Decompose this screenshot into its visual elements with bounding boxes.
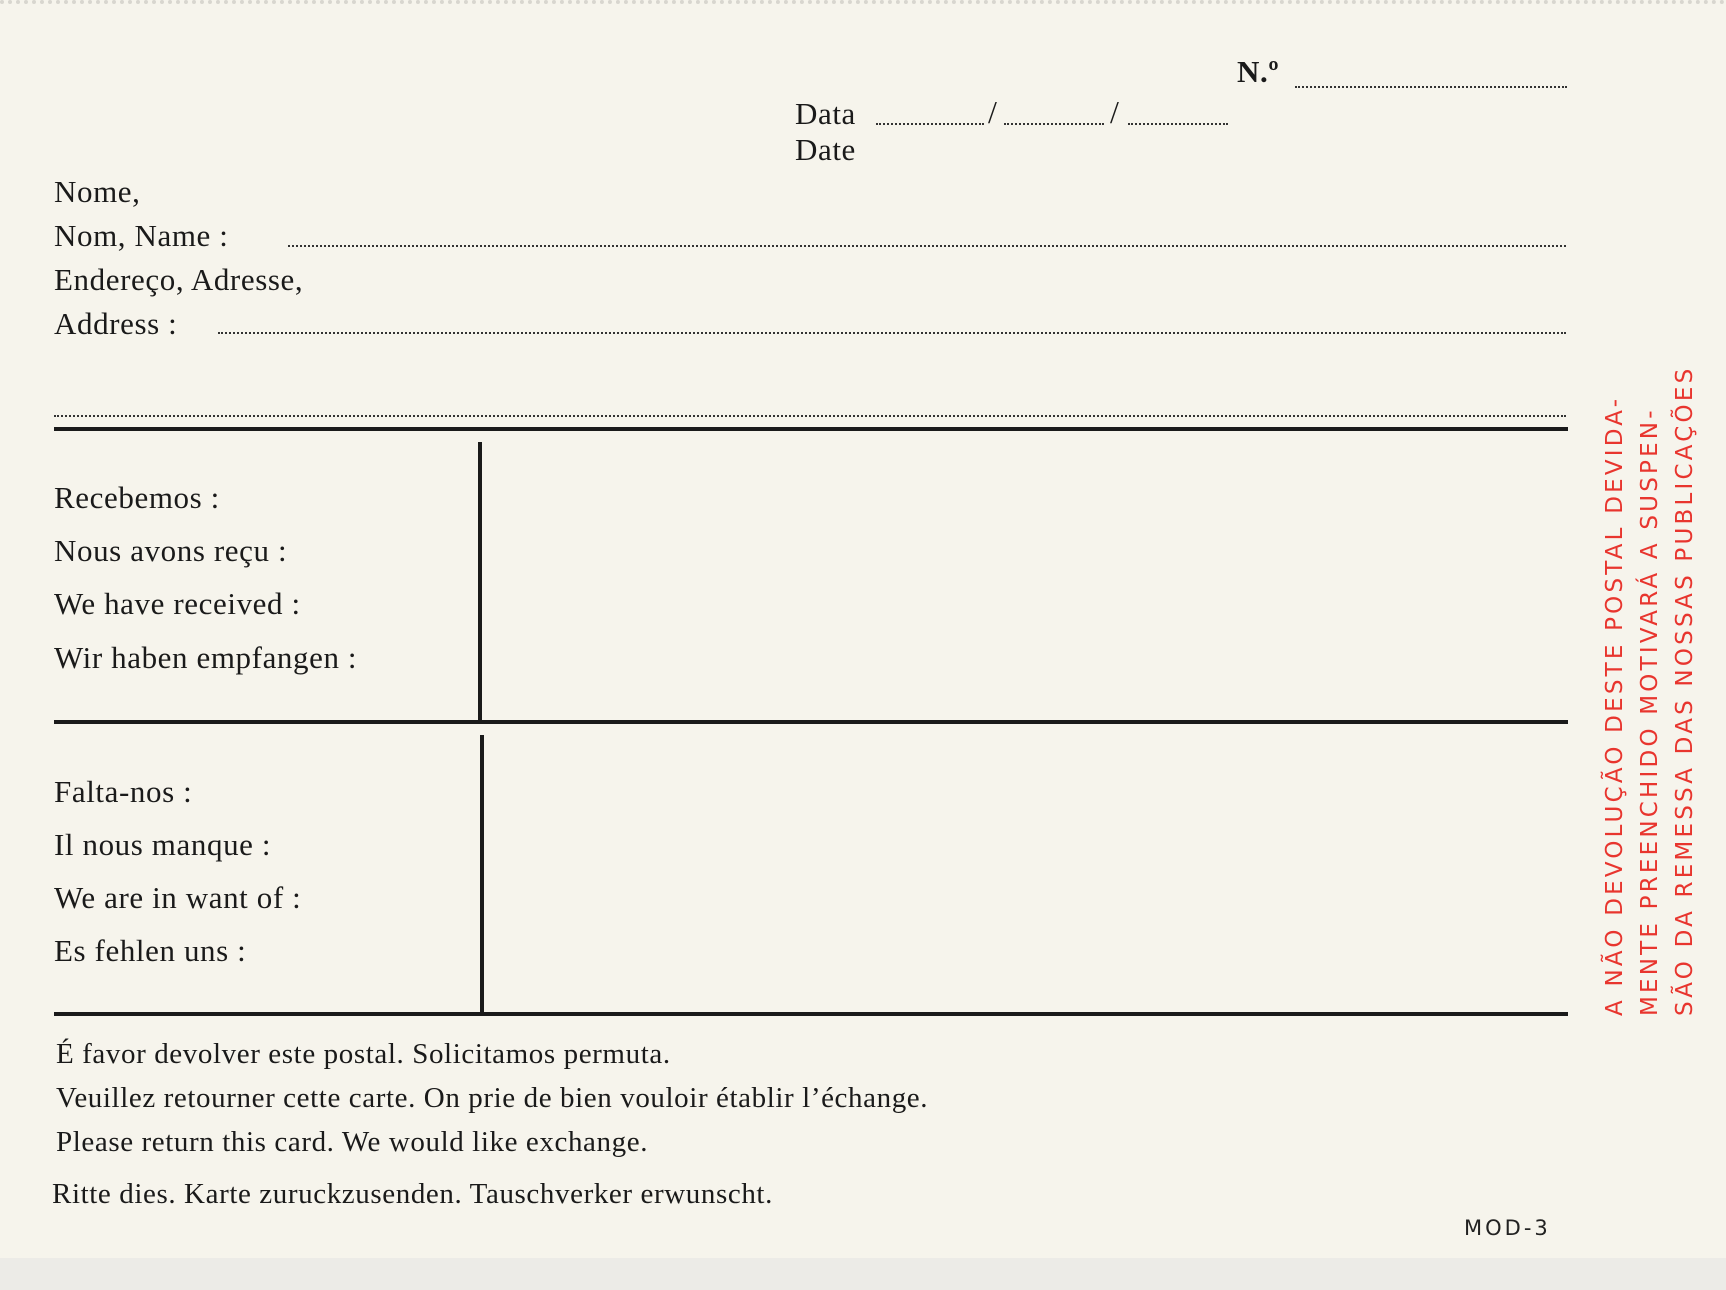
- return-notice-line-2: MENTE PREENCHIDO MOTIVARÁ A SUSPEN-: [1637, 407, 1663, 1016]
- date-year-field[interactable]: [1128, 123, 1228, 125]
- footer-line-pt: É favor devolver este postal. Solicitamos permuta.: [56, 1038, 671, 1070]
- name-label-line1: Nome,: [54, 174, 141, 209]
- name-field[interactable]: [288, 245, 1566, 247]
- address-field-line2[interactable]: [54, 415, 1566, 417]
- date-separator-2: /: [1110, 94, 1119, 130]
- date-day-field[interactable]: [876, 123, 984, 125]
- date-label-pt: Data: [795, 96, 856, 131]
- divider-received: [478, 442, 482, 722]
- missing-label-en: We are in want of :: [54, 880, 302, 915]
- address-label-line2: Address :: [54, 306, 178, 341]
- footer-line-de: Ritte dies. Karte zuruckzusenden. Tauschverker erwunscht.: [52, 1178, 773, 1210]
- divider-missing: [480, 735, 484, 1014]
- received-label-fr: Nous avons reçu :: [54, 533, 288, 568]
- date-label-en: Date: [795, 132, 856, 167]
- number-label: N.º: [1237, 54, 1280, 89]
- received-entry-area[interactable]: [490, 436, 1566, 718]
- name-label-line2: Nom, Name :: [54, 218, 229, 253]
- rule-top: [54, 427, 1568, 431]
- missing-label-fr: Il nous manque :: [54, 827, 272, 862]
- missing-label-pt: Falta-nos :: [54, 774, 193, 809]
- rule-bottom: [54, 1012, 1568, 1016]
- date-separator-1: /: [988, 94, 997, 130]
- received-label-en: We have received :: [54, 586, 301, 621]
- received-label-pt: Recebemos :: [54, 480, 220, 515]
- return-notice: [1598, 236, 1703, 1016]
- number-field[interactable]: [1295, 86, 1567, 88]
- footer-line-en: Please return this card. We would like exchange.: [56, 1126, 649, 1158]
- scan-background-strip: [0, 1258, 1726, 1290]
- address-field-line1[interactable]: [218, 332, 1566, 334]
- return-notice-line-1: A NÃO DEVOLUÇÃO DESTE POSTAL DEVIDA-: [1602, 395, 1628, 1016]
- return-notice-line-3: SÃO DA REMESSA DAS NOSSAS PUBLICAÇÕES: [1672, 365, 1698, 1016]
- form-code: MOD-3: [1464, 1216, 1551, 1240]
- received-label-de: Wir haben empfangen :: [54, 640, 358, 675]
- address-label-line1: Endereço, Adresse,: [54, 262, 304, 297]
- footer-line-fr: Veuillez retourner cette carte. On prie de bien vouloir établir l’échange.: [56, 1082, 929, 1114]
- rule-middle: [54, 720, 1568, 724]
- date-month-field[interactable]: [1004, 123, 1104, 125]
- missing-label-de: Es fehlen uns :: [54, 933, 247, 968]
- missing-entry-area[interactable]: [492, 728, 1566, 1010]
